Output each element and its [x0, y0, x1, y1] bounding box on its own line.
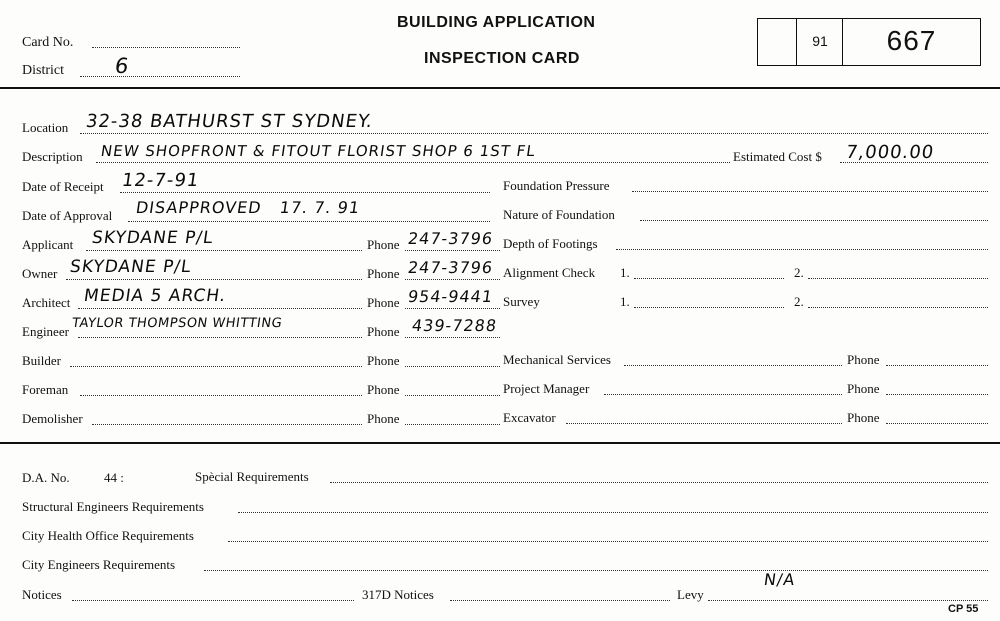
depth-of-footings-line — [616, 249, 988, 250]
project-manager-phone-label: Phone — [847, 381, 880, 396]
special-requirements-label: Spècial Requirements — [195, 469, 309, 484]
depth-of-footings-label: Depth of Footings — [503, 236, 598, 251]
description-label: Description — [22, 149, 83, 164]
owner-label: Owner — [22, 266, 58, 281]
foundation-pressure-label: Foundation Pressure — [503, 178, 610, 193]
health-requirements-line — [228, 541, 988, 542]
requirements-divider — [0, 442, 1000, 444]
date-of-approval-line — [128, 221, 490, 222]
excavator-phone-line — [886, 423, 988, 424]
structural-requirements-line — [238, 512, 988, 513]
nature-of-foundation-line — [640, 220, 988, 221]
card-number: 667 — [886, 25, 937, 56]
date-of-approval-value: DISAPPROVED 17. 7. 91 — [134, 198, 362, 217]
survey-label: Survey — [503, 294, 540, 309]
foundation-pressure-line — [632, 191, 988, 192]
demolisher-phone-label: Phone — [367, 411, 400, 426]
location-line — [80, 133, 988, 134]
alignment-check-1-line — [634, 278, 784, 279]
notices-line — [72, 600, 354, 601]
applicant-value: SKYDANE P/L — [90, 228, 215, 248]
engineers-requirements-line — [204, 570, 988, 571]
architect-value: MEDIA 5 ARCH. — [82, 286, 228, 306]
special-requirements-line — [330, 482, 988, 483]
builder-line — [70, 366, 362, 367]
location-label: Location — [22, 120, 69, 135]
engineer-line — [78, 337, 362, 338]
mechanical-services-phone-label: Phone — [847, 352, 880, 367]
mechanical-services-line — [624, 365, 842, 366]
foreman-phone-line — [405, 395, 500, 396]
location-value: 32-38 BATHURST ST SYDNEY. — [84, 111, 375, 132]
owner-value: SKYDANE P/L — [68, 257, 193, 277]
notices-label: Notices — [22, 587, 62, 602]
excavator-label: Excavator — [503, 410, 556, 425]
project-manager-label: Project Manager — [503, 381, 590, 396]
alignment-check-2-line — [808, 278, 988, 279]
applicant-label: Applicant — [22, 237, 74, 252]
notices-317d-line — [450, 600, 670, 601]
alignment-check-1-label: 1. — [620, 265, 630, 280]
applicant-phone-line — [405, 250, 500, 251]
levy-value: N/A — [762, 570, 797, 589]
architect-phone-value: 954-9441 — [406, 287, 495, 306]
engineer-label: Engineer — [22, 324, 69, 339]
notices-317d-label: 317D Notices — [362, 587, 434, 602]
date-of-approval-label: Date of Approval — [22, 208, 113, 223]
da-no-label: D.A. No. — [22, 470, 70, 485]
owner-phone-value: 247-3796 — [406, 258, 495, 277]
demolisher-phone-line — [405, 424, 500, 425]
date-of-receipt-value: 12-7-91 — [120, 170, 201, 191]
excavator-line — [566, 423, 842, 424]
alignment-check-2-label: 2. — [794, 265, 804, 280]
owner-phone-label: Phone — [367, 266, 400, 281]
levy-line — [708, 600, 988, 601]
demolisher-line — [92, 424, 362, 425]
architect-label: Architect — [22, 295, 71, 310]
builder-label: Builder — [22, 353, 61, 368]
survey-1-label: 1. — [620, 294, 630, 309]
page-title: BUILDING APPLICATION — [397, 14, 596, 31]
applicant-phone-label: Phone — [367, 237, 400, 252]
mechanical-services-phone-line — [886, 365, 988, 366]
owner-phone-line — [405, 279, 500, 280]
card-no-line — [92, 47, 240, 48]
date-of-receipt-line — [120, 192, 490, 193]
engineer-phone-label: Phone — [367, 324, 400, 339]
excavator-phone-label: Phone — [847, 410, 880, 425]
architect-phone-label: Phone — [367, 295, 400, 310]
page-subtitle: INSPECTION CARD — [424, 50, 580, 67]
district-line — [80, 76, 240, 77]
card-number-prefix-cell — [796, 19, 843, 65]
engineers-requirements-label: City Engineers Requirements — [22, 557, 176, 572]
builder-phone-line — [405, 366, 500, 367]
header-divider — [0, 87, 1000, 89]
project-manager-line — [604, 394, 842, 395]
district-value: 6 — [113, 54, 132, 78]
estimated-cost-value: 7,000.00 — [844, 142, 936, 163]
architect-phone-line — [405, 308, 500, 309]
levy-label: Levy — [677, 587, 704, 602]
survey-2-line — [808, 307, 988, 308]
structural-requirements-label: Structural Engineers Requirements — [22, 499, 204, 514]
foreman-label: Foreman — [22, 382, 69, 397]
da-no-value: 44 : — [104, 470, 124, 485]
alignment-check-label: Alignment Check — [503, 265, 596, 280]
architect-line — [78, 308, 362, 309]
engineer-phone-line — [405, 337, 500, 338]
engineer-value: TAYLOR THOMPSON WHITTING — [70, 316, 284, 331]
health-requirements-label: City Health Office Requirements — [22, 528, 194, 543]
card-number-prefix: 91 — [812, 33, 828, 49]
applicant-line — [86, 250, 362, 251]
builder-phone-label: Phone — [367, 353, 400, 368]
survey-2-label: 2. — [794, 294, 804, 309]
foreman-phone-label: Phone — [367, 382, 400, 397]
owner-line — [66, 279, 362, 280]
description-value: NEW SHOPFRONT & FITOUT FLORIST SHOP 6 1ST FL — [99, 142, 537, 160]
form-code: CP 55 — [948, 603, 979, 615]
demolisher-label: Demolisher — [22, 411, 83, 426]
card-number-box — [757, 18, 981, 66]
foreman-line — [80, 395, 362, 396]
engineer-phone-value: 439-7288 — [410, 316, 499, 335]
nature-of-foundation-label: Nature of Foundation — [503, 207, 615, 222]
survey-1-line — [634, 307, 784, 308]
mechanical-services-label: Mechanical Services — [503, 352, 611, 367]
project-manager-phone-line — [886, 394, 988, 395]
estimated-cost-label: Estimated Cost $ — [733, 149, 822, 164]
applicant-phone-value: 247-3796 — [406, 229, 495, 248]
description-line — [96, 162, 730, 163]
card-no-label: Card No. — [22, 35, 74, 50]
district-label: District — [22, 63, 64, 78]
card-number-cell — [842, 19, 980, 65]
date-of-receipt-label: Date of Receipt — [22, 179, 104, 194]
